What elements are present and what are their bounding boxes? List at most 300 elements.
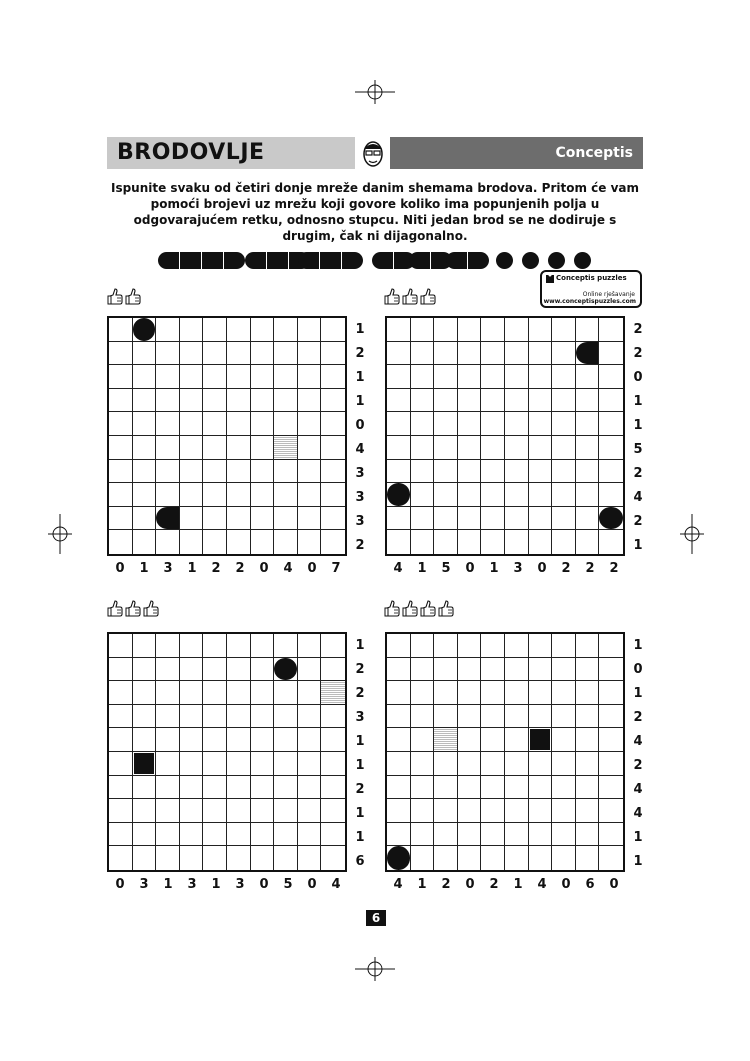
grid-cell[interactable] — [180, 846, 204, 870]
grid-cell[interactable] — [156, 846, 180, 870]
grid-cell[interactable] — [505, 342, 529, 366]
grid-cell[interactable] — [274, 436, 298, 460]
grid-cell[interactable] — [529, 776, 553, 800]
grid-cell[interactable] — [411, 530, 435, 554]
grid-cell[interactable] — [576, 318, 600, 342]
grid-cell[interactable] — [298, 658, 322, 682]
grid-cell[interactable] — [203, 823, 227, 847]
grid-cell[interactable] — [133, 365, 157, 389]
grid-cell[interactable] — [529, 318, 553, 342]
grid-cell[interactable] — [599, 705, 623, 729]
grid-cell[interactable] — [109, 799, 133, 823]
grid-cell[interactable] — [458, 342, 482, 366]
grid-cell[interactable] — [133, 705, 157, 729]
grid-cell[interactable] — [227, 823, 251, 847]
grid-cell[interactable] — [411, 483, 435, 507]
grid-cell[interactable] — [505, 412, 529, 436]
grid-cell[interactable] — [274, 460, 298, 484]
grid-cell[interactable] — [180, 365, 204, 389]
grid-cell[interactable] — [552, 728, 576, 752]
grid-cell[interactable] — [387, 728, 411, 752]
grid-cell[interactable] — [180, 681, 204, 705]
puzzle-grid-4[interactable] — [385, 632, 625, 872]
grid-cell[interactable] — [552, 365, 576, 389]
grid-cell[interactable] — [387, 507, 411, 531]
grid-cell[interactable] — [458, 799, 482, 823]
grid-cell[interactable] — [180, 318, 204, 342]
grid-cell[interactable] — [251, 658, 275, 682]
grid-cell[interactable] — [274, 728, 298, 752]
grid-cell[interactable] — [203, 846, 227, 870]
grid-cell[interactable] — [109, 776, 133, 800]
grid-cell[interactable] — [109, 530, 133, 554]
grid-cell[interactable] — [387, 436, 411, 460]
grid-cell[interactable] — [321, 365, 345, 389]
grid-cell[interactable] — [387, 412, 411, 436]
grid-cell[interactable] — [576, 799, 600, 823]
grid-cell[interactable] — [133, 389, 157, 413]
grid-cell[interactable] — [298, 483, 322, 507]
grid-cell[interactable] — [109, 634, 133, 658]
grid-cell[interactable] — [203, 799, 227, 823]
grid-cell[interactable] — [387, 681, 411, 705]
grid-cell[interactable] — [109, 705, 133, 729]
grid-cell[interactable] — [552, 634, 576, 658]
grid-cell[interactable] — [599, 342, 623, 366]
grid-cell[interactable] — [274, 705, 298, 729]
grid-cell[interactable] — [481, 823, 505, 847]
grid-cell[interactable] — [156, 799, 180, 823]
grid-cell[interactable] — [321, 507, 345, 531]
grid-cell[interactable] — [298, 752, 322, 776]
grid-cell[interactable] — [434, 846, 458, 870]
grid-cell[interactable] — [180, 752, 204, 776]
grid-cell[interactable] — [227, 507, 251, 531]
grid-cell[interactable] — [298, 530, 322, 554]
grid-cell[interactable] — [298, 728, 322, 752]
grid-cell[interactable] — [505, 846, 529, 870]
grid-cell[interactable] — [552, 658, 576, 682]
grid-cell[interactable] — [552, 460, 576, 484]
grid-cell[interactable] — [274, 681, 298, 705]
grid-cell[interactable] — [180, 658, 204, 682]
grid-cell[interactable] — [411, 752, 435, 776]
grid-cell[interactable] — [481, 365, 505, 389]
grid-cell[interactable] — [576, 412, 600, 436]
grid-cell[interactable] — [576, 776, 600, 800]
grid-cell[interactable] — [298, 705, 322, 729]
grid-cell[interactable] — [227, 634, 251, 658]
grid-cell[interactable] — [203, 389, 227, 413]
grid-cell[interactable] — [458, 389, 482, 413]
grid-cell[interactable] — [576, 342, 600, 366]
grid-cell[interactable] — [203, 705, 227, 729]
grid-cell[interactable] — [274, 365, 298, 389]
grid-cell[interactable] — [321, 681, 345, 705]
grid-cell[interactable] — [599, 412, 623, 436]
grid-cell[interactable] — [203, 436, 227, 460]
grid-cell[interactable] — [434, 318, 458, 342]
grid-cell[interactable] — [458, 752, 482, 776]
grid-cell[interactable] — [203, 752, 227, 776]
grid-cell[interactable] — [133, 823, 157, 847]
grid-cell[interactable] — [133, 681, 157, 705]
grid-cell[interactable] — [156, 318, 180, 342]
grid-cell[interactable] — [180, 483, 204, 507]
grid-cell[interactable] — [411, 318, 435, 342]
grid-cell[interactable] — [387, 634, 411, 658]
grid-cell[interactable] — [434, 436, 458, 460]
grid-cell[interactable] — [321, 342, 345, 366]
grid-cell[interactable] — [434, 728, 458, 752]
grid-cell[interactable] — [576, 752, 600, 776]
grid-cell[interactable] — [133, 460, 157, 484]
grid-cell[interactable] — [481, 342, 505, 366]
grid-cell[interactable] — [434, 412, 458, 436]
grid-cell[interactable] — [387, 658, 411, 682]
grid-cell[interactable] — [505, 752, 529, 776]
grid-cell[interactable] — [321, 728, 345, 752]
grid-cell[interactable] — [599, 846, 623, 870]
grid-cell[interactable] — [180, 342, 204, 366]
grid-cell[interactable] — [133, 846, 157, 870]
grid-cell[interactable] — [434, 799, 458, 823]
grid-cell[interactable] — [133, 342, 157, 366]
grid-cell[interactable] — [298, 436, 322, 460]
grid-cell[interactable] — [298, 776, 322, 800]
grid-cell[interactable] — [576, 530, 600, 554]
grid-cell[interactable] — [529, 634, 553, 658]
grid-cell[interactable] — [529, 823, 553, 847]
grid-cell[interactable] — [321, 846, 345, 870]
grid-cell[interactable] — [505, 728, 529, 752]
grid-cell[interactable] — [599, 389, 623, 413]
grid-cell[interactable] — [180, 530, 204, 554]
grid-cell[interactable] — [156, 365, 180, 389]
grid-cell[interactable] — [203, 530, 227, 554]
grid-cell[interactable] — [458, 681, 482, 705]
grid-cell[interactable] — [458, 412, 482, 436]
grid-cell[interactable] — [156, 728, 180, 752]
grid-cell[interactable] — [298, 365, 322, 389]
grid-cell[interactable] — [599, 728, 623, 752]
grid-cell[interactable] — [458, 728, 482, 752]
grid-cell[interactable] — [505, 658, 529, 682]
grid-cell[interactable] — [298, 389, 322, 413]
grid-cell[interactable] — [505, 460, 529, 484]
grid-cell[interactable] — [599, 823, 623, 847]
grid-cell[interactable] — [411, 846, 435, 870]
grid-cell[interactable] — [529, 681, 553, 705]
grid-cell[interactable] — [505, 507, 529, 531]
grid-cell[interactable] — [505, 389, 529, 413]
grid-cell[interactable] — [552, 752, 576, 776]
grid-cell[interactable] — [529, 342, 553, 366]
grid-cell[interactable] — [251, 412, 275, 436]
grid-cell[interactable] — [298, 799, 322, 823]
grid-cell[interactable] — [411, 460, 435, 484]
grid-cell[interactable] — [274, 658, 298, 682]
grid-cell[interactable] — [387, 799, 411, 823]
grid-cell[interactable] — [203, 681, 227, 705]
grid-cell[interactable] — [180, 412, 204, 436]
grid-cell[interactable] — [156, 752, 180, 776]
grid-cell[interactable] — [109, 752, 133, 776]
grid-cell[interactable] — [387, 483, 411, 507]
grid-cell[interactable] — [156, 823, 180, 847]
grid-cell[interactable] — [434, 507, 458, 531]
grid-cell[interactable] — [505, 530, 529, 554]
grid-cell[interactable] — [109, 389, 133, 413]
grid-cell[interactable] — [180, 776, 204, 800]
grid-cell[interactable] — [274, 530, 298, 554]
grid-cell[interactable] — [434, 681, 458, 705]
grid-cell[interactable] — [321, 483, 345, 507]
grid-cell[interactable] — [505, 483, 529, 507]
grid-cell[interactable] — [227, 776, 251, 800]
grid-cell[interactable] — [274, 389, 298, 413]
grid-cell[interactable] — [552, 681, 576, 705]
grid-cell[interactable] — [411, 776, 435, 800]
grid-cell[interactable] — [274, 752, 298, 776]
grid-cell[interactable] — [529, 436, 553, 460]
grid-cell[interactable] — [458, 460, 482, 484]
grid-cell[interactable] — [251, 799, 275, 823]
grid-cell[interactable] — [481, 318, 505, 342]
grid-cell[interactable] — [458, 483, 482, 507]
grid-cell[interactable] — [529, 752, 553, 776]
grid-cell[interactable] — [481, 705, 505, 729]
grid-cell[interactable] — [505, 318, 529, 342]
grid-cell[interactable] — [156, 342, 180, 366]
grid-cell[interactable] — [458, 634, 482, 658]
grid-cell[interactable] — [109, 823, 133, 847]
grid-cell[interactable] — [599, 436, 623, 460]
grid-cell[interactable] — [481, 799, 505, 823]
grid-cell[interactable] — [156, 460, 180, 484]
grid-cell[interactable] — [458, 776, 482, 800]
grid-cell[interactable] — [529, 728, 553, 752]
grid-cell[interactable] — [321, 460, 345, 484]
grid-cell[interactable] — [180, 507, 204, 531]
grid-cell[interactable] — [434, 658, 458, 682]
grid-cell[interactable] — [552, 412, 576, 436]
grid-cell[interactable] — [109, 436, 133, 460]
grid-cell[interactable] — [227, 436, 251, 460]
grid-cell[interactable] — [599, 460, 623, 484]
grid-cell[interactable] — [481, 483, 505, 507]
grid-cell[interactable] — [321, 436, 345, 460]
promo-url-link[interactable]: www.conceptispuzzles.com — [543, 298, 636, 305]
grid-cell[interactable] — [505, 365, 529, 389]
grid-cell[interactable] — [251, 318, 275, 342]
grid-cell[interactable] — [434, 342, 458, 366]
grid-cell[interactable] — [434, 483, 458, 507]
grid-cell[interactable] — [227, 318, 251, 342]
grid-cell[interactable] — [321, 530, 345, 554]
grid-cell[interactable] — [227, 681, 251, 705]
grid-cell[interactable] — [505, 799, 529, 823]
grid-cell[interactable] — [458, 436, 482, 460]
grid-cell[interactable] — [251, 507, 275, 531]
grid-cell[interactable] — [109, 483, 133, 507]
grid-cell[interactable] — [387, 460, 411, 484]
grid-cell[interactable] — [552, 483, 576, 507]
grid-cell[interactable] — [251, 752, 275, 776]
grid-cell[interactable] — [321, 634, 345, 658]
grid-cell[interactable] — [251, 530, 275, 554]
grid-cell[interactable] — [109, 658, 133, 682]
grid-cell[interactable] — [434, 752, 458, 776]
grid-cell[interactable] — [599, 365, 623, 389]
grid-cell[interactable] — [274, 799, 298, 823]
grid-cell[interactable] — [599, 507, 623, 531]
grid-cell[interactable] — [529, 365, 553, 389]
grid-cell[interactable] — [274, 342, 298, 366]
grid-cell[interactable] — [576, 436, 600, 460]
grid-cell[interactable] — [321, 752, 345, 776]
grid-cell[interactable] — [458, 365, 482, 389]
grid-cell[interactable] — [156, 412, 180, 436]
grid-cell[interactable] — [505, 823, 529, 847]
grid-cell[interactable] — [133, 776, 157, 800]
grid-cell[interactable] — [156, 776, 180, 800]
grid-cell[interactable] — [599, 799, 623, 823]
grid-cell[interactable] — [458, 823, 482, 847]
grid-cell[interactable] — [156, 507, 180, 531]
grid-cell[interactable] — [576, 483, 600, 507]
grid-cell[interactable] — [576, 507, 600, 531]
grid-cell[interactable] — [156, 658, 180, 682]
grid-cell[interactable] — [576, 681, 600, 705]
grid-cell[interactable] — [481, 507, 505, 531]
grid-cell[interactable] — [321, 799, 345, 823]
grid-cell[interactable] — [529, 530, 553, 554]
grid-cell[interactable] — [387, 776, 411, 800]
grid-cell[interactable] — [203, 483, 227, 507]
grid-cell[interactable] — [203, 634, 227, 658]
grid-cell[interactable] — [227, 483, 251, 507]
grid-cell[interactable] — [180, 823, 204, 847]
grid-cell[interactable] — [227, 365, 251, 389]
grid-cell[interactable] — [227, 460, 251, 484]
grid-cell[interactable] — [552, 705, 576, 729]
grid-cell[interactable] — [203, 728, 227, 752]
grid-cell[interactable] — [411, 728, 435, 752]
grid-cell[interactable] — [321, 823, 345, 847]
grid-cell[interactable] — [481, 846, 505, 870]
grid-cell[interactable] — [599, 752, 623, 776]
grid-cell[interactable] — [481, 389, 505, 413]
grid-cell[interactable] — [599, 634, 623, 658]
grid-cell[interactable] — [411, 436, 435, 460]
grid-cell[interactable] — [599, 318, 623, 342]
grid-cell[interactable] — [298, 507, 322, 531]
grid-cell[interactable] — [251, 460, 275, 484]
grid-cell[interactable] — [251, 823, 275, 847]
grid-cell[interactable] — [599, 776, 623, 800]
grid-cell[interactable] — [133, 658, 157, 682]
grid-cell[interactable] — [411, 658, 435, 682]
grid-cell[interactable] — [133, 318, 157, 342]
grid-cell[interactable] — [133, 530, 157, 554]
grid-cell[interactable] — [156, 483, 180, 507]
grid-cell[interactable] — [552, 776, 576, 800]
grid-cell[interactable] — [156, 705, 180, 729]
grid-cell[interactable] — [133, 799, 157, 823]
grid-cell[interactable] — [133, 728, 157, 752]
grid-cell[interactable] — [529, 412, 553, 436]
grid-cell[interactable] — [576, 365, 600, 389]
grid-cell[interactable] — [599, 483, 623, 507]
grid-cell[interactable] — [411, 799, 435, 823]
grid-cell[interactable] — [298, 846, 322, 870]
grid-cell[interactable] — [434, 823, 458, 847]
grid-cell[interactable] — [156, 634, 180, 658]
grid-cell[interactable] — [180, 799, 204, 823]
grid-cell[interactable] — [505, 776, 529, 800]
puzzle-grid-2[interactable] — [385, 316, 625, 556]
grid-cell[interactable] — [227, 389, 251, 413]
grid-cell[interactable] — [321, 658, 345, 682]
grid-cell[interactable] — [156, 681, 180, 705]
grid-cell[interactable] — [387, 389, 411, 413]
grid-cell[interactable] — [552, 318, 576, 342]
grid-cell[interactable] — [251, 365, 275, 389]
grid-cell[interactable] — [434, 634, 458, 658]
grid-cell[interactable] — [387, 846, 411, 870]
grid-cell[interactable] — [180, 705, 204, 729]
grid-cell[interactable] — [387, 530, 411, 554]
grid-cell[interactable] — [411, 705, 435, 729]
grid-cell[interactable] — [576, 728, 600, 752]
grid-cell[interactable] — [203, 507, 227, 531]
grid-cell[interactable] — [321, 776, 345, 800]
grid-cell[interactable] — [156, 530, 180, 554]
grid-cell[interactable] — [227, 412, 251, 436]
grid-cell[interactable] — [251, 705, 275, 729]
grid-cell[interactable] — [321, 318, 345, 342]
grid-cell[interactable] — [411, 412, 435, 436]
grid-cell[interactable] — [203, 460, 227, 484]
grid-cell[interactable] — [227, 752, 251, 776]
grid-cell[interactable] — [109, 365, 133, 389]
grid-cell[interactable] — [529, 483, 553, 507]
grid-cell[interactable] — [251, 389, 275, 413]
grid-cell[interactable] — [109, 681, 133, 705]
grid-cell[interactable] — [203, 342, 227, 366]
grid-cell[interactable] — [274, 823, 298, 847]
grid-cell[interactable] — [251, 681, 275, 705]
grid-cell[interactable] — [576, 705, 600, 729]
grid-cell[interactable] — [298, 681, 322, 705]
grid-cell[interactable] — [227, 658, 251, 682]
grid-cell[interactable] — [411, 634, 435, 658]
grid-cell[interactable] — [529, 846, 553, 870]
grid-cell[interactable] — [505, 705, 529, 729]
grid-cell[interactable] — [481, 460, 505, 484]
grid-cell[interactable] — [109, 507, 133, 531]
grid-cell[interactable] — [458, 846, 482, 870]
grid-cell[interactable] — [481, 530, 505, 554]
grid-cell[interactable] — [576, 846, 600, 870]
grid-cell[interactable] — [505, 436, 529, 460]
grid-cell[interactable] — [180, 634, 204, 658]
grid-cell[interactable] — [227, 342, 251, 366]
grid-cell[interactable] — [387, 752, 411, 776]
grid-cell[interactable] — [133, 634, 157, 658]
grid-cell[interactable] — [481, 776, 505, 800]
